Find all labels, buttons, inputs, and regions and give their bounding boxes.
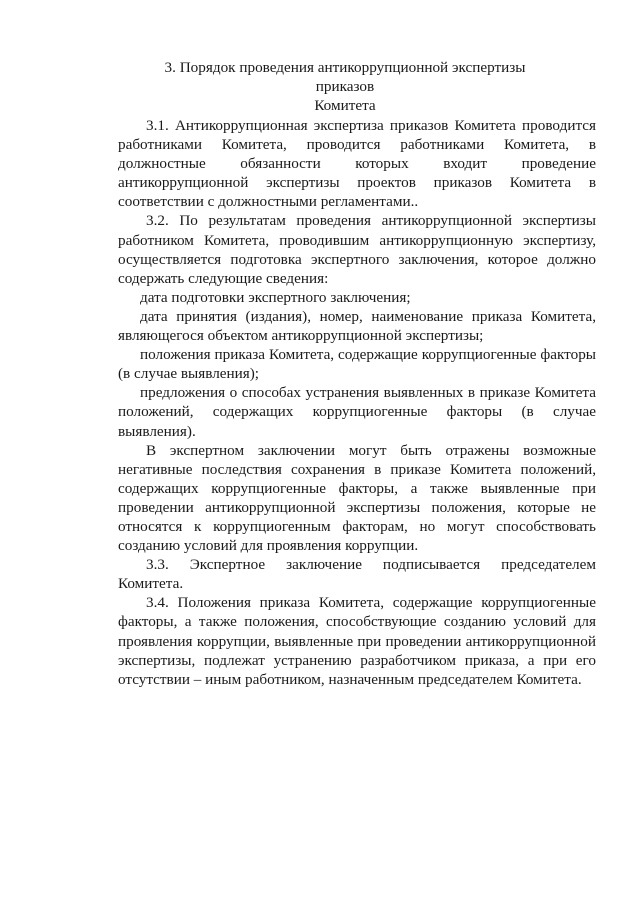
paragraph-3-3: 3.3. Экспертное заключение подписывается председателем Комитета. [118,556,596,593]
list-item-date-prepared: дата подготовки экспертного заключения; [140,288,411,306]
section-title-line-2: Комитета [314,97,376,114]
list-item-date-issued: дата принятия (издания), номер, наименование приказа Комитета, являющегося объектом антикоррупционной экспертизы; [118,307,596,345]
section-title [140,58,550,115]
paragraph-3-2: 3.2. По результатам проведения антикоррупционной экспертизы работником Комитета, проводившим антикоррупционную экспертизу, осуществляется подготовка экспертного заключения, которое должно содержать следующие сведения: [118,212,596,287]
paragraph-consequences: В экспертном заключении могут быть отражены возможные негативные последствия сохранения в приказе Комитета положений, содержащих коррупциогенные факторы, а также выявленные при проведении антикоррупционной экспертизы положения, которые не относятся к коррупциогенным факторам, но могут способствовать созданию условий для проявления коррупции. [118,441,596,555]
list-item-proposals: предложения о способах устранения выявленных в приказе Комитета положений, содержащих коррупциогенные факторы (в случае выявления). [118,384,596,440]
section-title-line-1: 3. Порядок проведения антикоррупционной экспертизы приказов [164,59,526,95]
section-body [118,116,596,689]
paragraph-3-4: 3.4. Положения приказа Комитета, содержащие коррупциогенные факторы, а также положения, способствующие созданию условий для проявления коррупции, выявленные при проведении антикоррупционной экспертизы, подлежат устранению разработчиком приказа, а при его отсутствии – иным работником, назначенным председателем Комитета. [118,594,596,688]
paragraph-3-1: 3.1. Антикоррупционная экспертиза приказов Комитета проводится работниками Комитета, проводится работниками Комитета, в должностные обязанности которых входит проведение антикоррупционной экспертизы проектов приказов Комитета в соответствии с должностными регламентами.. [118,117,596,211]
list-item-corruption-factors: положения приказа Комитета, содержащие коррупциогенные факторы (в случае выявления); [118,346,596,383]
